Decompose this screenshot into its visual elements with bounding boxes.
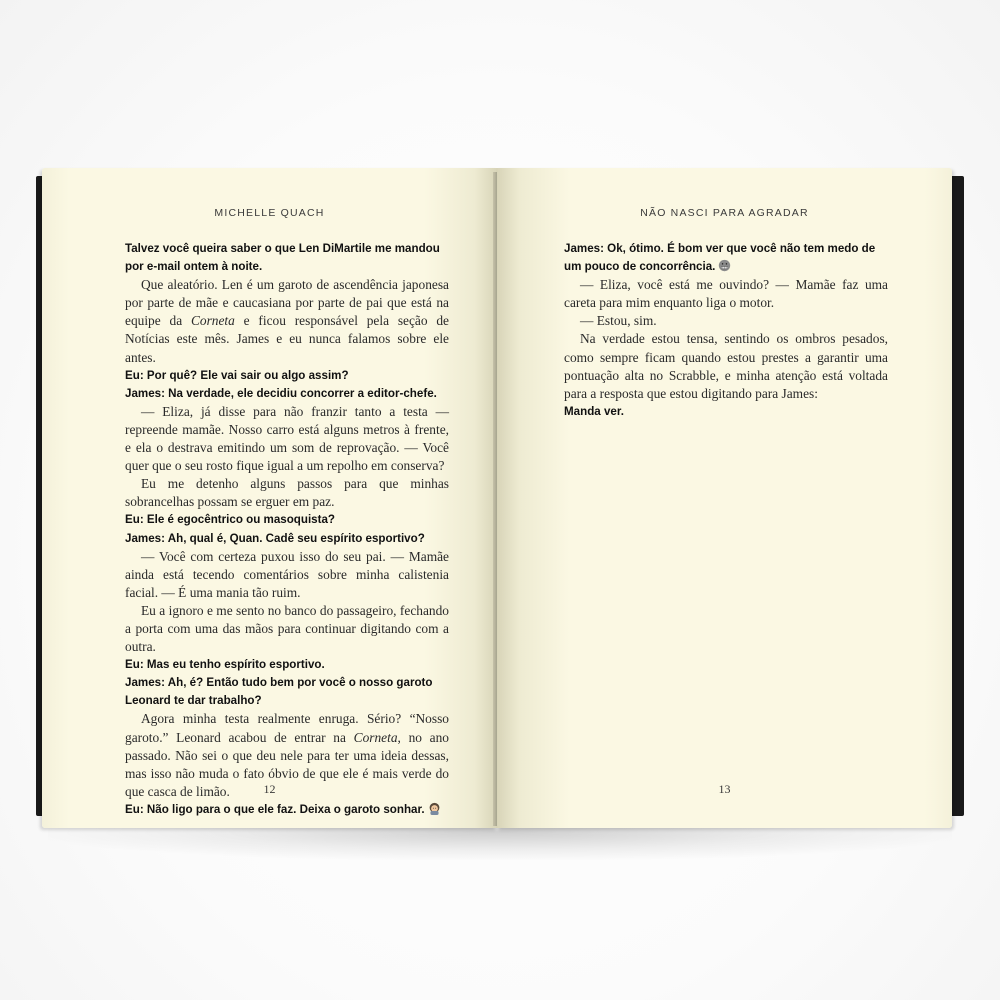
paragraph-part: e ficou responsável pela seção de Notícias este mês. James e eu nunca falamos sobre ele antes. — [125, 313, 449, 365]
paragraph-part: Que aleatório. Len é um garoto de ascendência japonesa por parte de mãe e caucasiana por parte de pai que está na equipe da — [125, 277, 449, 329]
text-message: James: Ah, é? Então tudo bem por você o nosso garoto Leonard te dar trabalho? — [125, 676, 433, 708]
text-message: Talvez você queira saber o que Len DiMartile me mandou por e-mail ontem à noite. — [125, 242, 440, 274]
text-message — [125, 801, 449, 819]
paragraph — [125, 276, 449, 366]
paragraph: Eu me detenho alguns passos para que minhas sobrancelhas possam se erguer em paz. — [125, 476, 449, 510]
paragraph: — Estou, sim. — [580, 313, 657, 329]
message-text: James: Ok, ótimo. É bom ver que você não tem medo de um pouco de concorrência. — [564, 242, 876, 274]
left-page — [42, 168, 497, 828]
italic-title: Corneta — [353, 729, 398, 745]
paragraph: Eu a ignoro e me sento no banco do passageiro, fechando a porta com uma das mãos para continuar digitando com a outra. — [125, 602, 449, 655]
text-message — [564, 240, 888, 276]
page-number: 13 — [718, 782, 731, 796]
text-message: James: Na verdade, ele decidiu concorrer a editor-chefe. — [125, 386, 437, 400]
right-page-text — [564, 240, 888, 421]
page-number: 12 — [263, 782, 276, 796]
paragraph: — Você com certeza puxou isso do seu pai. — Mamãe ainda está tecendo comentários sobre minha calistenia facial. — É uma mania tão ruim. — [125, 548, 449, 600]
right-page — [497, 168, 952, 828]
running-head-title: NÃO NASCI PARA AGRADAR — [640, 207, 809, 219]
text-message: Manda ver. — [564, 404, 624, 418]
left-page-text — [125, 240, 449, 819]
running-head-author: MICHELLE QUACH — [214, 207, 325, 219]
grimace-emoji-icon — [718, 259, 731, 272]
paragraph-part: , no ano passado. Não sei o que deu nele para ter uma ideia dessas, mas isso não muda o fato óbvio de que ele é mais verde do que casca de limão. — [125, 729, 449, 799]
message-text: Eu: Não ligo para o que ele faz. Deixa o garoto sonhar. — [125, 802, 425, 816]
text-message: Eu: Ele é egocêntrico ou masoquista? — [125, 513, 336, 527]
italic-title: Corneta — [190, 313, 235, 329]
paragraph: — Eliza, já disse para não franzir tanto a testa — repreende mamãe. Nosso carro está alguns metros à frente, e ela o destrava emitindo um som de reprovação. — Você quer que o seu rosto fique igual a um repolho em conserva? — [125, 403, 449, 474]
paragraph: Na verdade estou tensa, sentindo os ombros pesados, como sempre ficam quando estou prestes a garantir uma pontuação alta no Scrabble, e minha atenção está voltada para a resposta que estou digitando para James: — [564, 331, 888, 401]
text-message: Eu: Por quê? Ele vai sair ou algo assim? — [125, 368, 349, 382]
paragraph-part: Agora minha testa realmente enruga. Sério? “Nosso garoto.” Leonard acabou de entrar na — [125, 711, 449, 745]
woman-emoji-icon — [428, 802, 441, 815]
paragraph: — Eliza, você está me ouvindo? — Mamãe faz uma careta para mim enquanto liga o motor. — [564, 277, 888, 311]
text-message: Eu: Mas eu tenho espírito esportivo. — [125, 658, 325, 672]
text-message: James: Ah, qual é, Quan. Cadê seu espírito esportivo? — [125, 531, 425, 545]
